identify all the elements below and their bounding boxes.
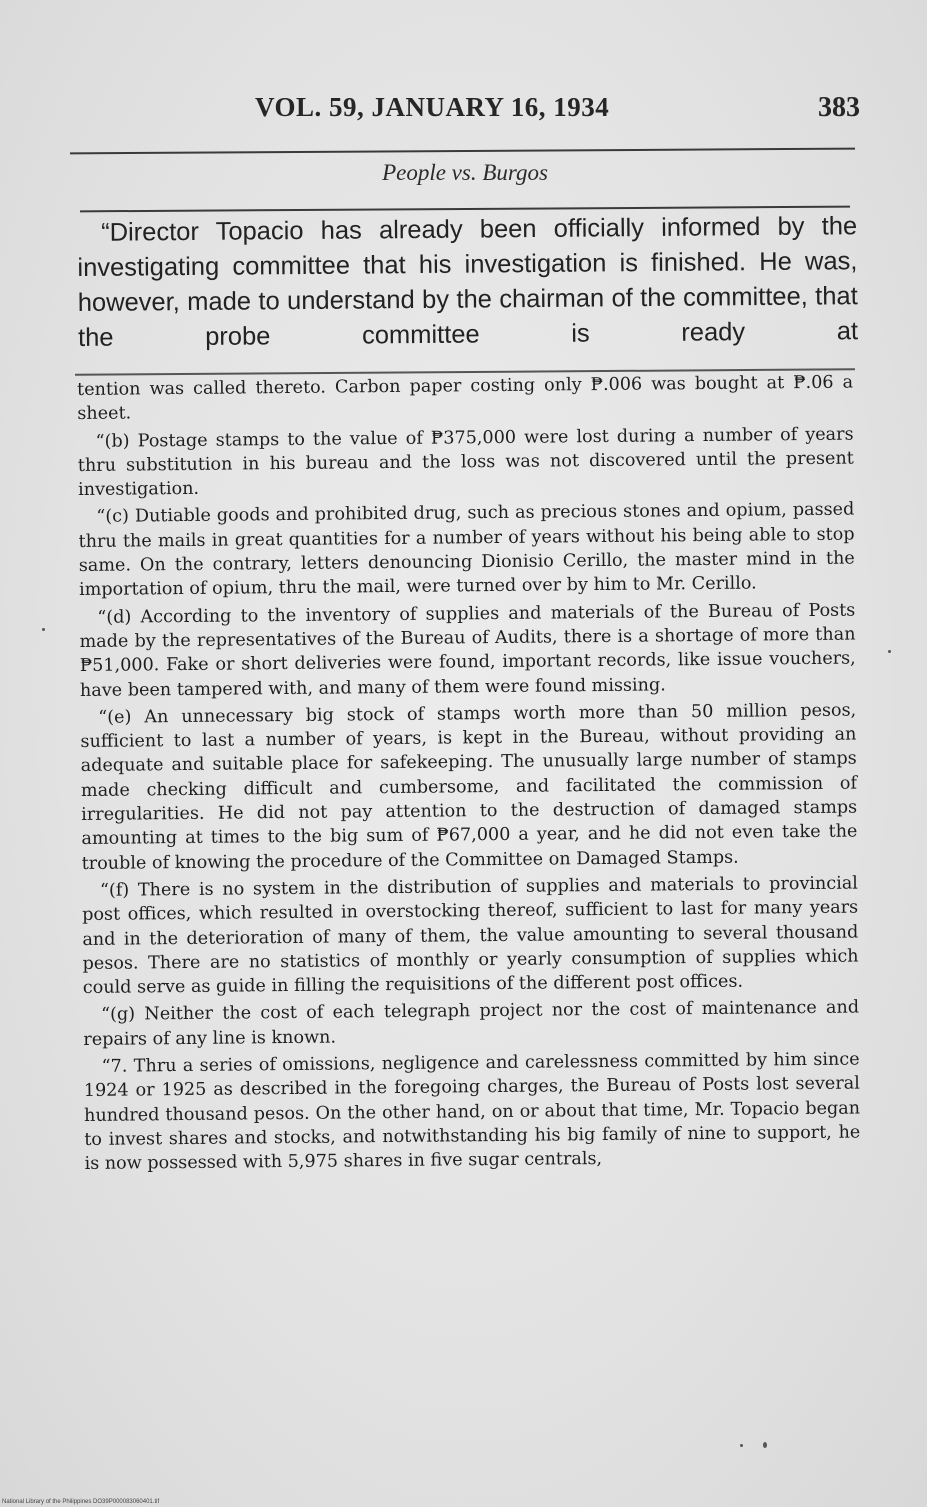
page-number: 383 [818,92,860,123]
footnote-paragraph-7: “7. Thru a series of omissions, negligence and carelessness committed by him since 1924 or 1925 as described in the foregoing charges, the Bureau of Posts lost several hundred thousand pesos. On the other hand, on or about that time, Mr. Topacio began to invest shares and stocks, and notwithstanding his big family of nine to support, he is now possessed with 5,975 shares in five sugar centrals, [83,1049,861,1175]
footnote-paragraph-b: “(b) Postage stamps to the value of ₱375,000 were lost during a number of years thru substitution in his bureau and the loss was not discovered until the present investigation. [77,424,854,501]
footnote-paragraph-g: “(g) Neither the cost of each telegraph project nor the cost of maintenance and repairs of any line is known. [83,997,860,1050]
scan-speck [888,650,891,653]
library-credit: National Library of the Philippines DO39P000083060401.tif [2,1499,160,1505]
case-title: People vs. Burgos [382,160,548,185]
main-text-paragraph: “Director Topacio has already been officially informed by the investigating committee that his investigation is finished. He was, however, made to understand by the chairman of the committee, that the probe committee is ready at [77,212,859,352]
footnote-paragraph-e: “(e) An unnecessary big stock of stamps worth more than 50 million pesos, sufficient to last a number of years, is kept in the Bureau, without providing an adequate and suitable place for safekeeping. The unusually large number of stamps made checking difficult and cumbersome, and facilitated the commission of irregularities. He did not pay attention to the destruction of damaged stamps amounting at times to the big sum of ₱67,000 a year, and he did not even take the trouble of knowing the procedure of the Committee on Damaged Stamps. [80,700,858,874]
footnote-block [77,371,861,1177]
scan-speck [740,1444,743,1447]
footnote-paragraph-f: “(f) There is no system in the distribution of supplies and materials to provincial post offices, which resulted in overstocking thereof, sufficient to last for many years and in the deterioration of many of them, the value amounting to several thousand pesos. There are no statistics of monthly or yearly consumption of supplies which could serve as guide in filling the requisitions of the different post offices. [82,873,859,999]
main-text-block [77,209,858,356]
scan-speck [42,628,45,631]
volume-line: VOL. 59, JANUARY 16, 1934 [255,92,610,122]
footnote-paragraph-d: “(d) According to the inventory of supplies and materials of the Bureau of Posts made by the representatives of the Bureau of Audits, there is a shortage of more than ₱51,000. Fake or short deliveries were found, important records, like issue vouchers, have been tampered with, and many of them were found missing. [79,600,856,701]
header-rule [70,148,855,155]
footnote-paragraph-c: “(c) Dutiable goods and prohibited drug, such as precious stones and opium, passed thru the mails in great quantities for a number of years without his being able to stop same. On the contrary, letters denouncing Dionisio Cerillo, the master mind in the importation of opium, thru the mail, were turned over by him to Mr. Cerillo. [78,500,855,601]
running-header [70,92,860,140]
scan-speck [763,1442,767,1448]
footnote-paragraph-continuation: tention was called thereto. Carbon paper costing only ₱.006 was bought at ₱.06 a sheet. [77,372,854,425]
